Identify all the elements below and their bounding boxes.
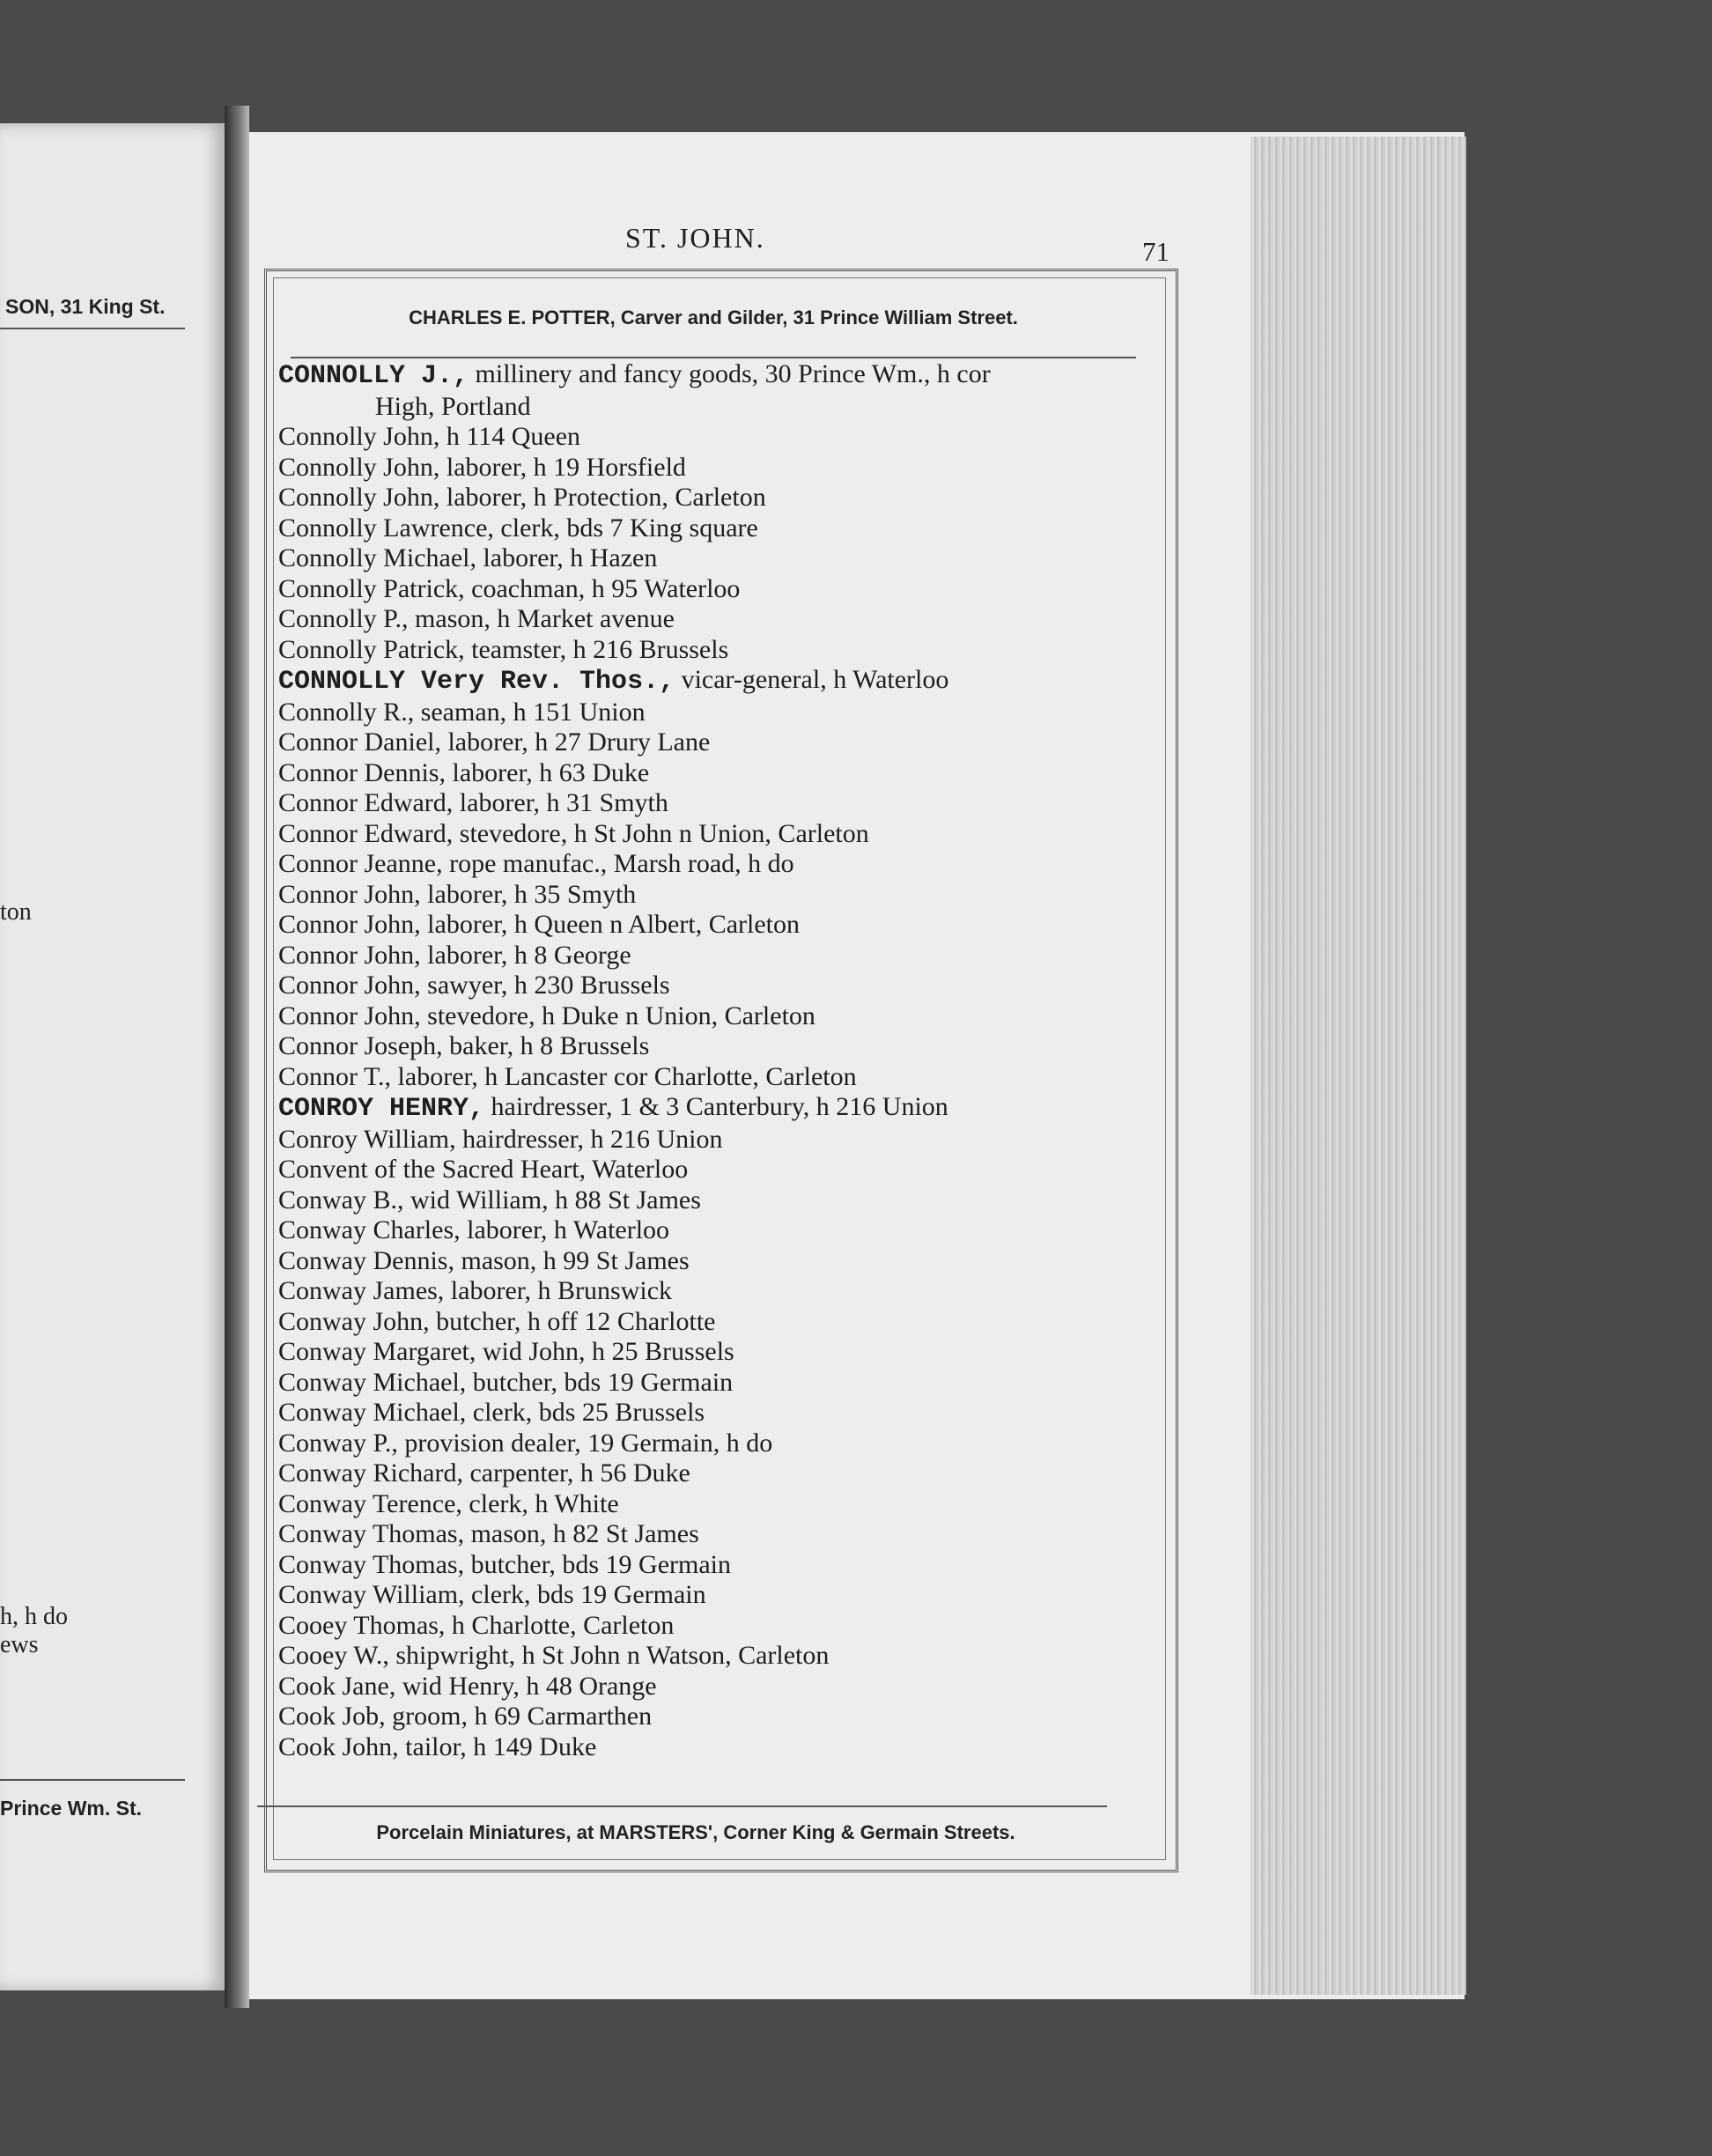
directory-entry: Conway Dennis, mason, h 99 St James [278,1245,690,1275]
directory-entry [278,1092,1159,1125]
directory-entry: Connor Edward, stevedore, h St John n Union, Carleton [278,818,869,848]
entry-name-bold: CONNOLLY Very Rev. Thos., [278,667,675,697]
bottom-advertisement: Porcelain Miniatures, at MARSTERS', Corner King & Germain Streets. [376,1821,1015,1843]
left-page [0,123,225,1990]
left-footer-fragment: Prince Wm. St. [0,1797,143,1820]
directory-entry: Conway Margaret, wid John, h 25 Brussels [278,1337,734,1366]
left-text-fragment: ton [0,898,32,926]
directory-entry: Conway Richard, carpenter, h 56 Duke [278,1458,690,1488]
directory-entry: Connor John, stevedore, h Duke n Union, Carleton [278,1000,815,1030]
directory-entry: Connolly Patrick, coachman, h 95 Waterloo [278,573,741,603]
directory-entry: Connolly P., mason, h Market avenue [278,604,675,633]
directory-entry: Connor Joseph, baker, h 8 Brussels [278,1031,650,1060]
directory-entry [278,359,1159,392]
page-number: 71 [1142,236,1170,267]
book-gutter [225,106,249,2008]
directory-entry: Connolly Patrick, teamster, h 216 Brussels [278,634,729,664]
directory-entries [278,359,1159,1762]
left-text-fragment: ews [0,1631,39,1658]
page-title: ST. JOHN. [625,222,765,254]
entry-name-bold: CONNOLLY J., [278,361,469,391]
directory-entry: Conway P., provision dealer, 19 Germain, h do [278,1428,773,1458]
directory-entry: Conroy William, hairdresser, h 216 Union [278,1124,723,1154]
directory-entry: Conway B., wid William, h 88 St James [278,1185,701,1215]
bottom-rule [257,1805,1107,1807]
directory-entry: Conway James, laborer, h Brunswick [278,1276,673,1305]
directory-entry: Conway Michael, butcher, bds 19 Germain [278,1367,734,1397]
entry-details: hairdresser, 1 & 3 Canterbury, h 216 Union [484,1092,948,1121]
directory-entry: Conway Charles, laborer, h Waterloo [278,1215,670,1244]
directory-entry: Conway Thomas, butcher, bds 19 Germain [278,1549,731,1579]
directory-entry: Conway William, clerk, bds 19 Germain [278,1580,706,1609]
entry-details: vicar-general, h Waterloo [675,665,949,694]
left-header-rule [0,328,185,329]
directory-entry: Connor Dennis, laborer, h 63 Duke [278,757,650,787]
top-advertisement: CHARLES E. POTTER, Carver and Gilder, 31 Prince William Street. [409,306,1018,329]
directory-entry: Connor Edward, laborer, h 31 Smyth [278,788,668,817]
directory-entry: Conway Thomas, mason, h 82 St James [278,1519,699,1548]
entry-continuation-text: High, Portland [375,391,531,421]
directory-entry: Connor John, laborer, h 35 Smyth [278,879,637,909]
directory-entry: Cook Job, groom, h 69 Carmarthen [278,1702,653,1731]
directory-entry: Connor John, sawyer, h 230 Brussels [278,971,670,1000]
page-edges [1251,137,1466,1995]
directory-entry: Connolly Michael, laborer, h Hazen [278,543,658,572]
directory-entry: Connor Jeanne, rope manufac., Marsh road, h do [278,849,794,878]
directory-entry-continuation [278,392,1159,423]
directory-entry: Cook John, tailor, h 149 Duke [278,1731,597,1761]
directory-entry: Connolly John, laborer, h 19 Horsfield [278,452,686,482]
directory-entry: Connor John, laborer, h 8 George [278,940,631,970]
directory-entry: Connor T., laborer, h Lancaster cor Charlotte, Carleton [278,1061,857,1091]
directory-entry: Cooey Thomas, h Charlotte, Carleton [278,1610,675,1640]
directory-entry: Connor Daniel, laborer, h 27 Drury Lane [278,727,711,757]
entry-details: millinery and fancy goods, 30 Prince Wm., h cor [469,359,991,388]
directory-entry: Cook Jane, wid Henry, h 48 Orange [278,1671,657,1701]
directory-entry: Connor John, laborer, h Queen n Albert, Carleton [278,910,801,939]
left-footer-rule [0,1779,185,1781]
directory-entry: Connolly John, laborer, h Protection, Carleton [278,483,766,512]
left-text-fragment: h, h do [0,1603,68,1630]
directory-entry: Conway Terence, clerk, h White [278,1488,619,1518]
directory-entry: Connolly Lawrence, clerk, bds 7 King square [278,513,758,543]
top-rule [291,357,1136,358]
entry-name-bold: CONROY HENRY, [278,1094,485,1124]
directory-entry: Conway John, butcher, h off 12 Charlotte [278,1306,716,1336]
directory-entry: Convent of the Sacred Heart, Waterloo [278,1155,689,1184]
directory-entry: Cooey W., shipwright, h St John n Watson, Carleton [278,1641,830,1670]
directory-entry: Connolly R., seaman, h 151 Union [278,697,646,727]
directory-entry [278,665,1159,698]
directory-entry: Conway Michael, clerk, bds 25 Brussels [278,1398,705,1427]
left-header-fragment: SON, 31 King St. [5,295,166,318]
directory-entry: Connolly John, h 114 Queen [278,422,581,451]
